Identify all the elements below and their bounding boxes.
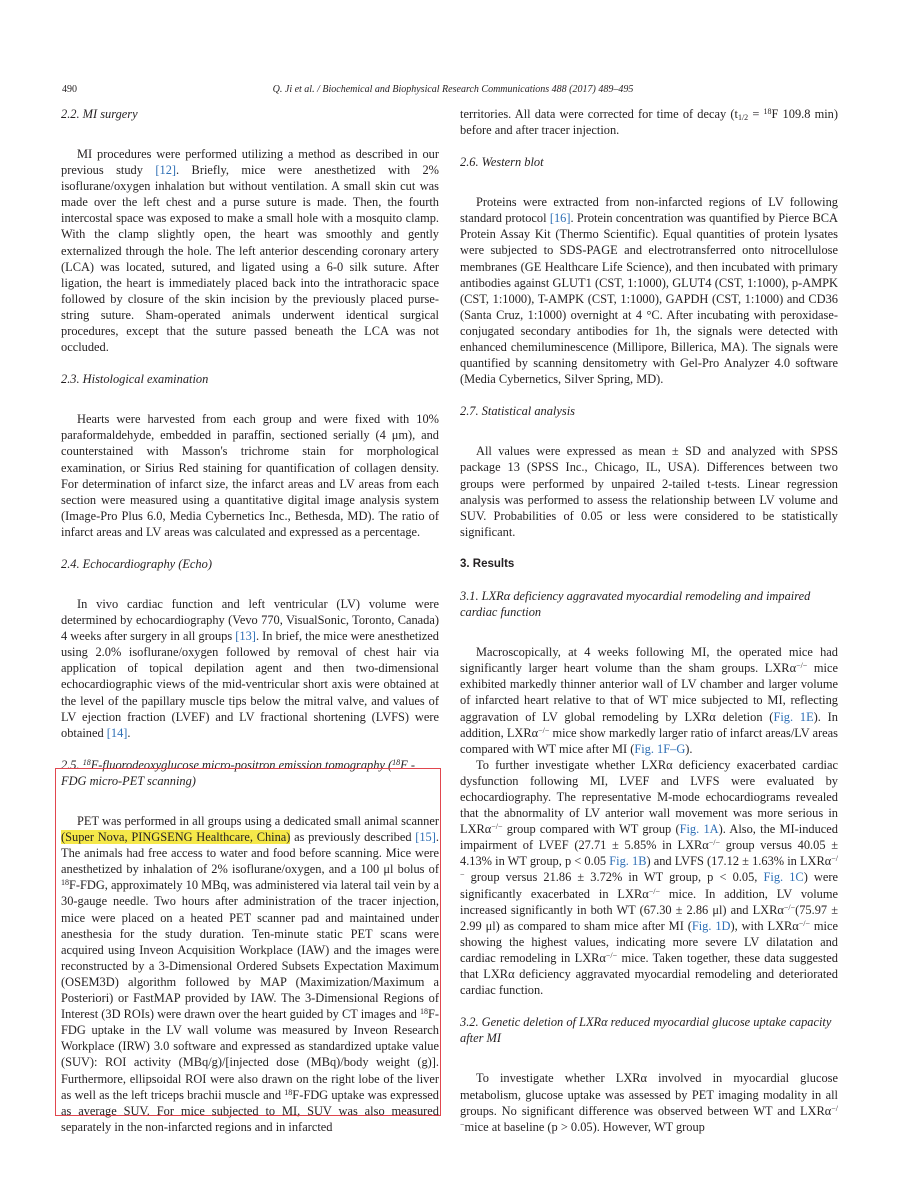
- citation-link-14[interactable]: [14]: [106, 725, 128, 740]
- section-heading-glucose-uptake: 3.2. Genetic deletion of LXRα reduced myocardial glucose uptake capacity after MI: [460, 1015, 832, 1046]
- highlighted-text: (Super Nova, PINGSENG Healthcare, China): [61, 830, 291, 845]
- figure-link-1e[interactable]: Fig. 1E: [773, 709, 814, 724]
- paragraph-remodeling-1: Macroscopically, at 4 weeks following MI, the operated mice had significantly larger heart volume than the sham groups. LXRα−/− mice exhibited markedly thinner anterior wall of LV chamber and larger volume of infarcted heart relative to that of WT mice subjected to MI, reflecting aggravation of LV global remodeling by LXRα deletion (Fig. 1E). In addition, LXRα−/− mice show markedly larger ratio of infarct areas/LV areas compared with WT mice after MI (Fig. 1F–G).: [460, 645, 838, 756]
- section-heading-histology: 2.3. Histological examination: [61, 372, 209, 387]
- section-heading-results: 3. Results: [460, 557, 515, 570]
- section-heading-pet: 2.5. $^{18}$F-fluorodeoxyglucose micro-positron emission tomography ($^{18}$F -FDG micro-PET scanning): [61, 757, 415, 788]
- paragraph-glucose-uptake: To investigate whether LXRα involved in myocardial glucose metabolism, glucose uptake was assessed by PET imaging modality in all groups. No significant difference was observed between WT and LXRα−/−mice at baseline (p > 0.05). However, WT group: [460, 1071, 838, 1134]
- figure-link-1b[interactable]: Fig. 1B: [609, 854, 647, 869]
- figure-link-1c[interactable]: Fig. 1C: [763, 870, 804, 885]
- running-header: [62, 82, 844, 98]
- paragraph-echo: In vivo cardiac function and left ventricular (LV) volume were determined by echocardiography (Vevo 770, VisualSonic, Toronto, Canada) 4 weeks after surgery in all groups [13]. In brief, the mice were anesthetized using 2.0% isoflurane/oxygen followed by removal of chest hair via application of topical depilation agent and then two-dimensional echocardiographic views of the mid-ventricular short axis were obtained at the level of the papillary muscle tips below the mitral valve, and values of LV ejection fraction (LVEF) and LV fractional shortening (LVFS) were obtained [14].: [61, 596, 439, 740]
- section-heading-mi-surgery: 2.2. MI surgery: [61, 107, 138, 121]
- paragraph-mi-surgery: MI procedures were performed utilizing a method as described in our previous study [12]. Briefly, mice were anesthetized with 2% isoflurane/oxygen inhalation but without ventilation. A small skin cut was made over the left chest and a purse suture is made. Then, the fourth intercostal space was exposed to make a small hole with a mosquito clamp. With the clamp slightly open, the heart was smoothly and gently externalized through the hole. The left anterior descending coronary artery (LCA) was located, sutured, and ligated using a 6-0 silk suture. After ligation, the heart is immediately placed back into the intrathoracic space followed by closure of the skin incision by the previously placed purse-string suture. Sham-operated animals underwent identical surgical procedures, except that the suture passed beneath the LCA was not occluded.: [61, 147, 439, 355]
- paragraph-pet-continued: territories. All data were corrected for time of decay ($t_{1/2} = ^{18}F$ 109.8 min) before and after tracer injection.: [460, 107, 838, 138]
- figure-link-1fg[interactable]: Fig. 1F–G: [634, 741, 686, 756]
- paragraph-remodeling-2: To further investigate whether LXRα deficiency exacerbated cardiac dysfunction following MI, LVEF and LVFS were evaluated by echocardiography. The representative M-mode echocardiograms revealed that the abnormality of LV anterior wall movement was more serious in LXRα−/− group compared with WT group (Fig. 1A). Also, the MI-induced impairment of LVEF (27.71 ± 5.85% in LXRα−/− group versus 40.05 ± 4.13% in WT group, p < 0.05 Fig. 1B) and LVFS (17.12 ± 1.63% in LXRα−/− group versus 21.86 ± 3.72% in WT group, p < 0.05, Fig. 1C) were significantly exacerbated in LXRα−/− mice. In addition, LV volume increased significantly in both WT (67.30 ± 2.86 μl) and LXRα−/−(75.97 ± 2.99 μl) as compared to sham mice after MI (Fig. 1D), with LXRα−/− mice showing the highest values, indicating more severe LV dilatation and cardiac remodeling in LXRα−/− mice. Taken together, these data suggested that LXRα deficiency aggravated myocardial remodeling and deteriorated cardiac function.: [460, 757, 839, 998]
- paragraph-pet: PET was performed in all groups using a dedicated small animal scanner (Super Nova, PINGSENG Healthcare, China) as previously described [15]. The animals had free access to water and food before scanning. Mice were anesthetized by inhalation of 2% isoflurane/oxygen, and a 100 μl bolus of $^{18}$F-FDG, approximately 10 MBq, was administered via lateral tail vein by a 30-gauge needle. Two hours after administration of the tracer injection, mice were placed on a heated PET scanner pad and maintained under anesthesia for the study duration. Ten-minute static PET scans were acquired using Inveon Acquisition Workplace (IAW) and the images were reconstructed by a 3-Dimensional Ordered Subsets Expectation Maximum (OSEM3D) algorithm followed by MAP (Maximization/Maximum a Posteriori) or FastMAP provided by IAW. The 3-Dimensional Regions of Interest (3D ROIs) were drawn over the heart guided by CT images and $^{18}$F-FDG uptake in the LV wall volume was measured by Inveon Research Workplace (IRW) 3.0 software and expressed as standardized uptake value (SUV): ROI activity (MBq/g)/[injected dose (MBq)/body weight (g)]. Furthermore, ellipsoidal ROI were also drawn on the right lobe of the liver as well as the left triceps brachii muscle and $^{18}$F-FDG uptake was expressed as average SUV. For mice subjected to MI, SUV was also measured separately in the non-infarcted regions and in infarcted: [61, 814, 440, 1134]
- section-heading-echo: 2.4. Echocardiography (Echo): [61, 556, 212, 571]
- figure-link-1d[interactable]: Fig. 1D: [691, 918, 731, 933]
- paragraph-western-blot: Proteins were extracted from non-infarcted regions of LV following standard protocol [16]. Protein concentration was quantified by Pierce BCA Protein Assay Kit (Thermo Scientific). Equal quantities of protein lysates were subjected to SDS-PAGE and electrotransferred onto nitrocellulose membranes (GE Healthcare Life Science), and then incubated with primary antibodies against GLUT1 (CST, 1:1000), GLUT4 (CST, 1:1000), p-AMPK (CST, 1:1000), T-AMPK (CST, 1:1000), GAPDH (CST, 1:1000) and CD36 (Santa Cruz, 1:1000) overnight at 4 °C. After incubating with peroxidase-conjugated secondary antibodies for 1h, the signals were detected with enhanced chemiluminescence (Millipore, Billerica, MA). The signals were quantified by scanning densitometry with Gel-Pro Analyzer 4.0 software (Media Cybernetics, Silver Spring, MD).: [460, 195, 838, 387]
- journal-citation: Q. Ji et al. / Biochemical and Biophysical Research Communications 488 (2017) 489–495: [272, 84, 634, 95]
- paragraph-histology: Hearts were harvested from each group and were fixed with 10% paraformaldehyde, embedded in paraffin, sectioned serially (4 μm), and counterstained with Masson's trichrome stain for morphological examination, or Sirius Red staining for quantification of collagen density. For determination of infarct size, the infarct areas and LV areas from each section were measured using a quantitative digital image analysis system (Image-Pro Plus 6.0, Media Cybernetics Inc., Bethesda, MD). The ratio of infarct areas and LV areas was calculated and expressed as a percentage.: [61, 412, 439, 539]
- paragraph-statistics: All values were expressed as mean ± SD and analyzed with SPSS package 13 (SPSS Inc., Chicago, IL, USA). Differences between two groups were performed by unpaired 2-tailed t-tests. Linear regression analysis was performed to assess the relationship between LV volume and SUV. Probabilities of 0.05 or less were considered to be statistically significant.: [460, 444, 838, 539]
- section-heading-western-blot: 2.6. Western blot: [460, 155, 544, 170]
- right-column: [460, 106, 838, 1135]
- citation-link-15[interactable]: [15]: [415, 830, 436, 845]
- citation-link-16[interactable]: [16]: [549, 211, 571, 226]
- section-heading-lxra-remodeling: 3.1. LXRα deficiency aggravated myocardial remodeling and impaired cardiac function: [460, 588, 811, 620]
- page-number: 490: [62, 84, 77, 95]
- left-column: [61, 106, 439, 1135]
- section-heading-statistics: 2.7. Statistical analysis: [460, 404, 575, 419]
- citation-link-13[interactable]: [13]: [235, 629, 256, 644]
- figure-link-1a[interactable]: Fig. 1A: [679, 822, 719, 837]
- citation-link-12[interactable]: [12]: [155, 163, 177, 178]
